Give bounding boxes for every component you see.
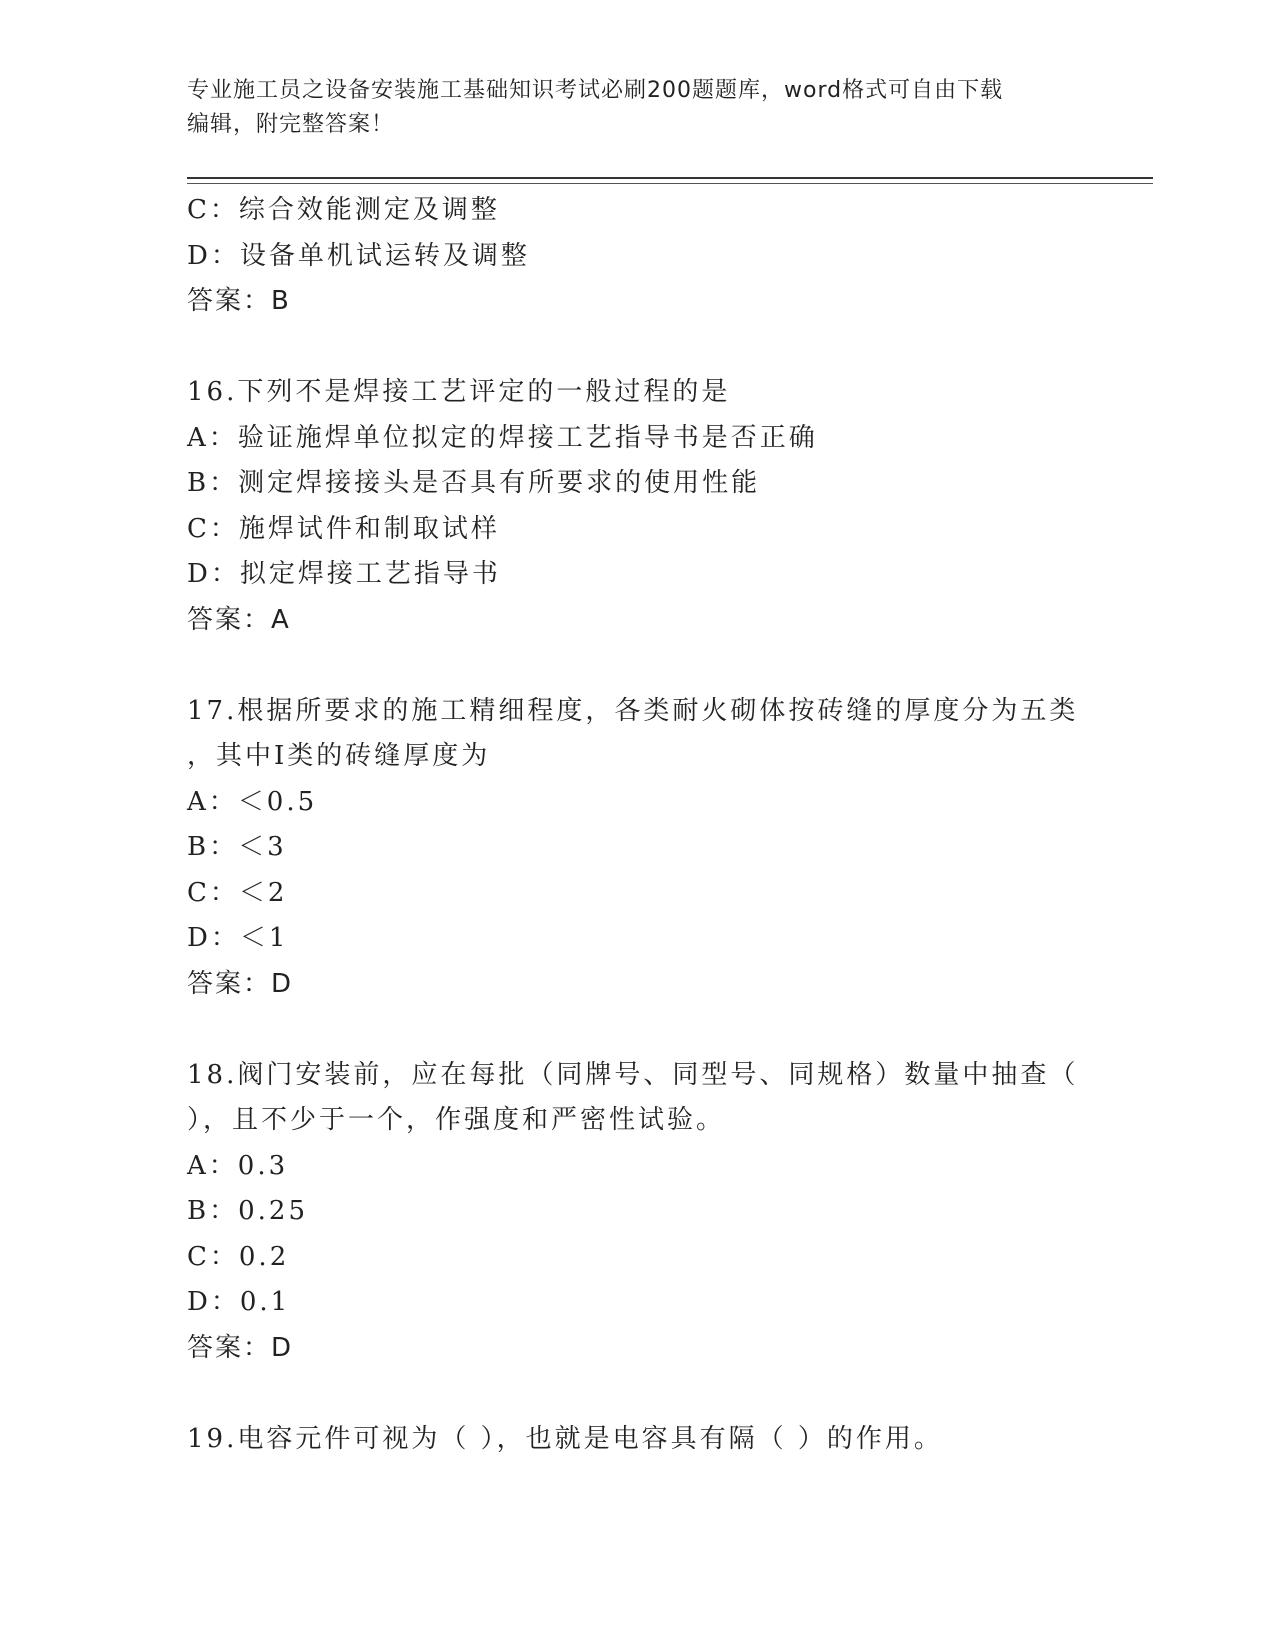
question-15 [187,188,1087,325]
question-text-line-1: 18.阀门安装前，应在每批（同牌号、同型号、同规格）数量中抽查（ [187,1059,1079,1090]
option-c: C：综合效能测定及调整 [187,195,500,225]
question-list [187,188,1087,1462]
answer: 答案：D [187,1332,294,1363]
question-19 [187,1417,1087,1463]
question-18 [187,1053,1087,1372]
option-d: D：设备单机试运转及调整 [187,240,530,271]
question-text-line-2: ），且不少于一个，作强度和严密性试验。 [187,1105,726,1135]
spacer [187,643,1087,689]
option-d: D：＜1 [187,923,289,953]
option-a: A：0.3 [187,1150,289,1181]
option-b: B：0.25 [187,1196,308,1226]
option-b: B：测定焊接接头是否具有所要求的使用性能 [187,468,761,498]
answer: 答案：B [187,286,291,316]
option-a: A：验证施焊单位拟定的焊接工艺指导书是否正确 [187,422,818,453]
option-a: A：＜0.5 [187,786,318,817]
option-c: C：＜2 [187,877,288,908]
question-text: 19.电容元件可视为（ ），也就是电容具有隔（ ）的作用。 [187,1423,943,1454]
header-line-1: 专业施工员之设备安装施工基础知识考试必刷200题题库，word格式可自由下载 [187,78,1004,103]
option-c: C：0.2 [187,1241,290,1272]
question-text: 16.下列不是焊接工艺评定的一般过程的是 [187,377,731,407]
option-c: C：施焊试件和制取试样 [187,513,500,544]
page-header [187,74,1067,142]
option-d: D：0.1 [187,1287,291,1317]
header-divider-thin [187,183,1153,184]
question-16 [187,370,1087,643]
answer: 答案：A [187,604,291,635]
question-text-line-1: 17.根据所要求的施工精细程度，各类耐火砌体按砖缝的厚度分为五类 [187,695,1079,726]
question-text-line-2: ，其中Ⅰ类的砖缝厚度为 [187,741,491,771]
spacer [187,325,1087,371]
answer: 答案：D [187,968,294,999]
option-b: B：＜3 [187,832,287,862]
header-line-2: 编辑，附完整答案！ [187,112,395,137]
spacer [187,1371,1087,1417]
option-d: D：拟定焊接工艺指导书 [187,559,501,589]
question-17 [187,689,1087,1008]
spacer [187,1007,1087,1053]
header-divider-thick [187,177,1153,179]
